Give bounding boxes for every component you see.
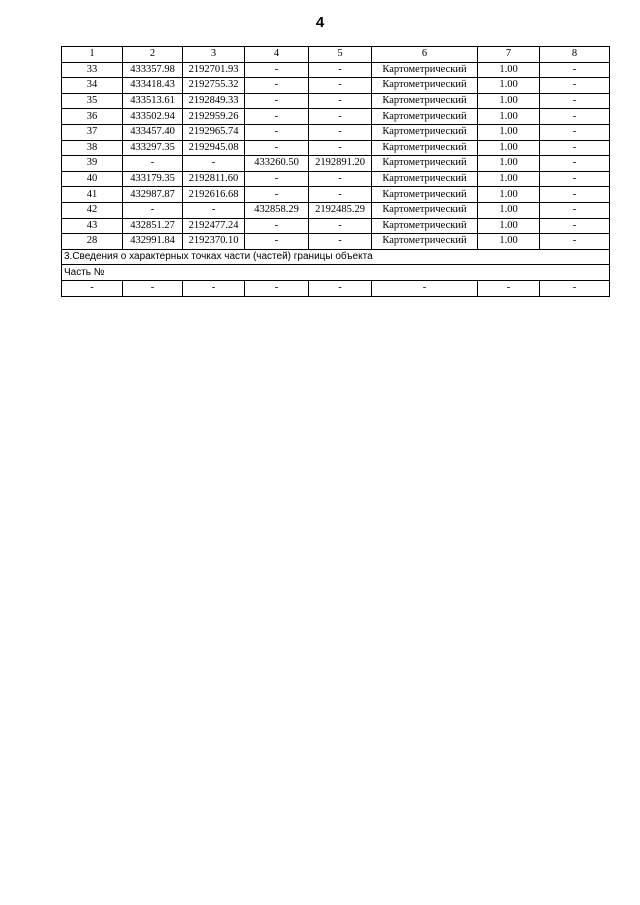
table-cell: - — [123, 202, 183, 218]
table-cell: - — [245, 109, 309, 125]
table-cell: Картометрический — [372, 234, 478, 250]
table-cell: 43 — [62, 218, 123, 234]
table-cell: - — [540, 124, 610, 140]
table-cell: 432991.84 — [123, 234, 183, 250]
table-cell: 1.00 — [478, 156, 540, 172]
table-cell: 40 — [62, 171, 123, 187]
table-body — [62, 62, 610, 249]
table-header-row — [62, 47, 610, 63]
table-cell: - — [540, 78, 610, 94]
table-cell: 2192370.10 — [183, 234, 245, 250]
table-cell: Картометрический — [372, 78, 478, 94]
column-header: 1 — [62, 47, 123, 63]
table-row — [62, 109, 610, 125]
column-header: 5 — [309, 47, 372, 63]
table-cell: 2192616.68 — [183, 187, 245, 203]
table-cell: 36 — [62, 109, 123, 125]
table-cell: 433357.98 — [123, 62, 183, 78]
table-cell: 2192965.74 — [183, 124, 245, 140]
table-cell: - — [245, 78, 309, 94]
table-cell: 432858.29 — [245, 202, 309, 218]
table-cell: Картометрический — [372, 124, 478, 140]
empty-part-row — [62, 280, 610, 296]
table-cell: - — [540, 171, 610, 187]
table-row — [62, 78, 610, 94]
table-cell: 1.00 — [478, 140, 540, 156]
table-cell: - — [309, 218, 372, 234]
table-cell: - — [309, 187, 372, 203]
table-cell: - — [309, 280, 372, 296]
table-cell: 1.00 — [478, 218, 540, 234]
table-cell: 2192811.60 — [183, 171, 245, 187]
table-cell: - — [309, 93, 372, 109]
table-cell: 39 — [62, 156, 123, 172]
table-cell: 33 — [62, 62, 123, 78]
table-cell: - — [309, 124, 372, 140]
table-cell: 38 — [62, 140, 123, 156]
table-cell: 37 — [62, 124, 123, 140]
table-cell: - — [245, 234, 309, 250]
column-header: 3 — [183, 47, 245, 63]
table-cell: - — [540, 109, 610, 125]
boundary-points-table — [61, 46, 610, 297]
table-row — [62, 171, 610, 187]
table-cell: - — [309, 78, 372, 94]
table-cell: 35 — [62, 93, 123, 109]
table-cell: Картометрический — [372, 218, 478, 234]
table-cell: 1.00 — [478, 187, 540, 203]
table-cell: - — [478, 280, 540, 296]
table-cell: - — [309, 140, 372, 156]
table-cell: 2192477.24 — [183, 218, 245, 234]
table-cell: - — [62, 280, 123, 296]
table-row — [62, 187, 610, 203]
table-cell: - — [309, 109, 372, 125]
table-row — [62, 140, 610, 156]
table-cell: - — [309, 62, 372, 78]
table-cell: 433418.43 — [123, 78, 183, 94]
table-cell: Картометрический — [372, 109, 478, 125]
table-cell: 1.00 — [478, 202, 540, 218]
table-cell: 1.00 — [478, 234, 540, 250]
table-cell: - — [183, 280, 245, 296]
table-cell: - — [540, 280, 610, 296]
table-cell: 2192485.29 — [309, 202, 372, 218]
table-cell: - — [123, 156, 183, 172]
section-title: 3.Сведения о характерных точках части (частей) границы объекта — [62, 249, 610, 265]
table-cell: Картометрический — [372, 171, 478, 187]
table-row — [62, 202, 610, 218]
table-cell: 432851.27 — [123, 218, 183, 234]
table-cell: - — [540, 93, 610, 109]
table-cell: Картометрический — [372, 187, 478, 203]
table-cell: 1.00 — [478, 93, 540, 109]
table-cell: 34 — [62, 78, 123, 94]
table-cell: 2192959.26 — [183, 109, 245, 125]
table-cell: - — [123, 280, 183, 296]
table-cell: - — [245, 140, 309, 156]
table-cell: 1.00 — [478, 109, 540, 125]
table-cell: - — [183, 156, 245, 172]
table-row — [62, 234, 610, 250]
table-cell: - — [540, 202, 610, 218]
table-cell: 432987.87 — [123, 187, 183, 203]
table-cell: 433502.94 — [123, 109, 183, 125]
table-cell: 1.00 — [478, 62, 540, 78]
table-cell: - — [245, 93, 309, 109]
table-cell: Картометрический — [372, 93, 478, 109]
table-cell: 433513.61 — [123, 93, 183, 109]
table-row — [62, 156, 610, 172]
table-cell: Картометрический — [372, 62, 478, 78]
table-cell: - — [245, 124, 309, 140]
table-cell: 2192755.32 — [183, 78, 245, 94]
part-label: Часть № — [62, 265, 610, 281]
table-cell: 2192701.93 — [183, 62, 245, 78]
table-cell: - — [309, 171, 372, 187]
table-cell: 433457.40 — [123, 124, 183, 140]
table-cell: - — [540, 187, 610, 203]
table-row — [62, 218, 610, 234]
table-cell: - — [372, 280, 478, 296]
part-label-row — [62, 265, 610, 281]
section-title-row — [62, 249, 610, 265]
table-row — [62, 93, 610, 109]
table-cell: 2192891.20 — [309, 156, 372, 172]
table-cell: 42 — [62, 202, 123, 218]
column-header: 7 — [478, 47, 540, 63]
table-cell: - — [309, 234, 372, 250]
table-cell: Картометрический — [372, 202, 478, 218]
table-cell: 2192849.33 — [183, 93, 245, 109]
table-cell: - — [245, 218, 309, 234]
column-header: 6 — [372, 47, 478, 63]
column-header: 2 — [123, 47, 183, 63]
table-cell: 433260.50 — [245, 156, 309, 172]
table-cell: - — [540, 218, 610, 234]
table-cell: - — [540, 234, 610, 250]
table-cell: - — [245, 280, 309, 296]
table-cell: 2192945.08 — [183, 140, 245, 156]
page-number: 4 — [315, 14, 325, 31]
table-row — [62, 124, 610, 140]
table-cell: 28 — [62, 234, 123, 250]
table-cell: 41 — [62, 187, 123, 203]
table-cell: 1.00 — [478, 78, 540, 94]
table-cell: - — [540, 140, 610, 156]
table-row — [62, 62, 610, 78]
table-cell: - — [245, 171, 309, 187]
table-cell: 433179.35 — [123, 171, 183, 187]
table-cell: 433297.35 — [123, 140, 183, 156]
table-cell: - — [540, 62, 610, 78]
table-cell: - — [540, 156, 610, 172]
table-cell: 1.00 — [478, 124, 540, 140]
table-cell: - — [245, 187, 309, 203]
column-header: 8 — [540, 47, 610, 63]
table-cell: - — [183, 202, 245, 218]
table-cell: Картометрический — [372, 156, 478, 172]
table-cell: - — [245, 62, 309, 78]
table-cell: Картометрический — [372, 140, 478, 156]
column-header: 4 — [245, 47, 309, 63]
table-cell: 1.00 — [478, 171, 540, 187]
